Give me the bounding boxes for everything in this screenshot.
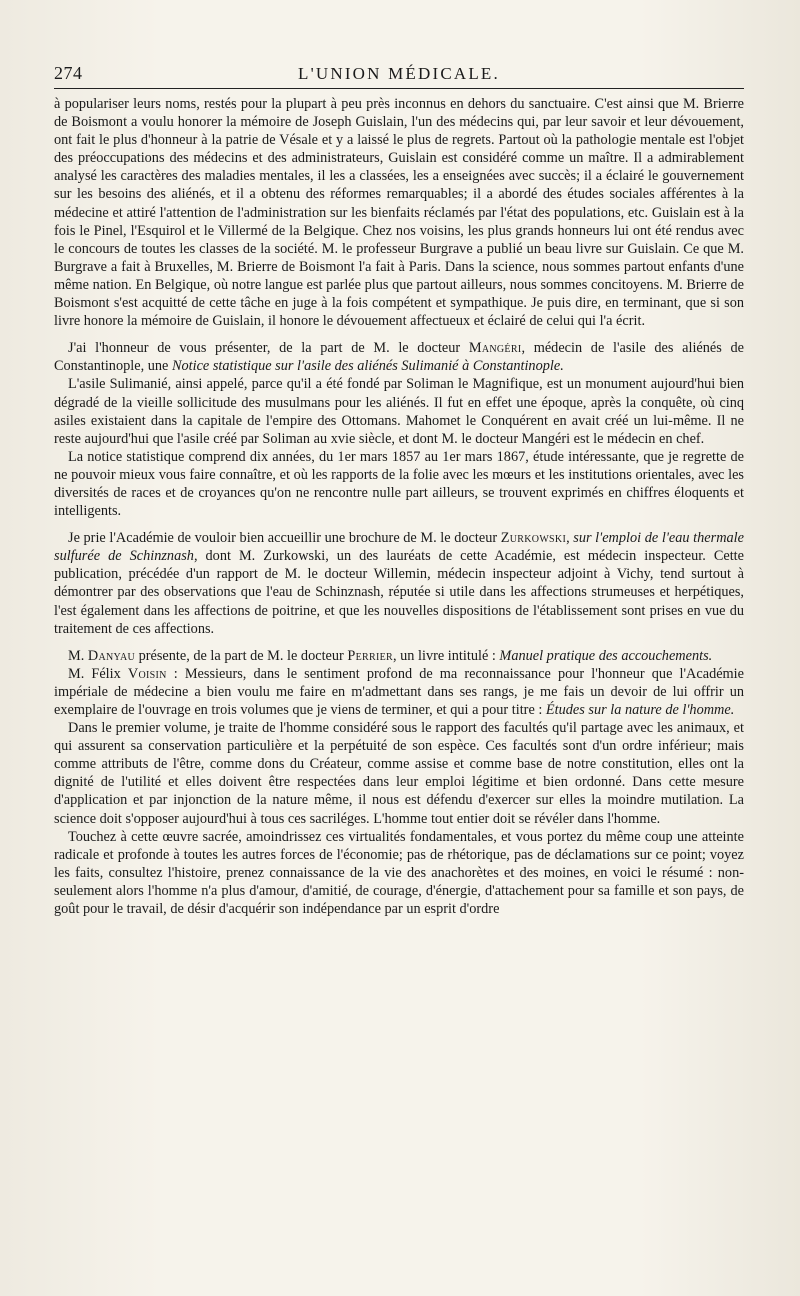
paragraph-zurkowski <box>54 529 744 638</box>
text-run: présente, de la part de M. le docteur <box>135 647 348 664</box>
text-run: , dont M. Zurkowski, un des lauréats de cette Académie, est médecin inspecteur. Cette publication, précédée d'un rapport de M. le docteur Willemin, médecin inspecteur adjoint à Vichy, tend surtout à démontrer par des observations que l'eau de Schinznash, réputée si utile dans les affections strumeuses et herpétiques, l'est également dans les affections de poitrine, et que les nouvelles dispositions de l'établissement sont prises en vue du traitement de ces affections. <box>54 548 744 637</box>
text-run: : Messieurs, dans le sentiment profond de ma reconnaissance pour l'honneur que l'Académie impériale de médecine a bien voulu me faire en m'admettant dans ses rangs, je me fais un devoir de lui offrir un exemplaire de l'ouvrage en trois volumes que je viens de terminer, et qui a pour titre : <box>54 665 744 718</box>
paragraph-asile-sulimanie: L'asile Sulimanié, ainsi appelé, parce qu'il a été fondé par Soliman le Magnifique, est un monument aujourd'hui bien dégradé de la vieille sollicitude des musulmans pour les aliénés. Il fut en effet une époque, après la conquête, où cinq asiles existaient dans la capitale de l'empire des Ottomans. Mahomet le Conquérent en avait créé un lui-même. Il ne reste aujourd'hui que l'asile créé par Soliman au xvie siècle, et dont M. le docteur Mangéri est le médecin en chef. <box>54 376 744 447</box>
work-title: Études sur la nature de l'homme. <box>545 702 735 718</box>
paragraph-oeuvre-sacree: Touchez à cette œuvre sacrée, amoindrissez ces virtualités fondamentales, et vous portez du même coup une atteinte radicale et profonde à toutes les autres forces de l'économie; pas de rhétorique, pas de déclamations sur ce point; voyez les faits, consultez l'histoire, prenez connaissance de la vie des anachorètes et des moines, en voici le résumé : non-seulement alors l'homme n'a plus d'amour, d'amitié, de courage, d'énergie, d'attachement pour sa famille et son pays, de goût pour le travail, de désir d'acquérir son indépendance par un esprit d'ordre <box>54 828 744 918</box>
text-run: J'ai l'honneur de vous présenter, de la part de M. le docteur <box>68 340 469 357</box>
author-name: Mangéri <box>468 340 522 357</box>
running-title: L'UNION MÉDICALE. <box>298 64 500 83</box>
text-run: , médecin de l'asile des aliénés de Constantinople, une <box>54 340 744 375</box>
paragraph-notice-statistique: La notice statistique comprend dix années, du 1er mars 1857 au 1er mars 1867, étude intéressante, que je regrette de ne pouvoir mieux vous faire connaître, et où les rapports de la folie avec les mœurs et les institutions orientales, avec les diversités de races et de croyances qu'on ne rencontre nulle part ailleurs, se trouvent exprimés en chiffres éloquents et intelligents. <box>54 448 744 520</box>
text-run: M. <box>68 647 88 664</box>
paragraph-voisin <box>54 665 744 719</box>
text-run: , <box>566 530 574 547</box>
author-name: Danyau <box>87 647 135 664</box>
page-header <box>54 58 744 89</box>
paragraph-mangeri-notice <box>54 339 744 375</box>
paragraph-guislain: à populariser leurs noms, restés pour la plupart à peu près inconnus en dehors du sanctuaire. C'est ainsi que M. Brierre de Boismont a voulu honorer la mémoire de Joseph Guislain, l'un des médecins qui, par leur savoir et leur dévouement, ont fait le plus d'honneur à la patrie de Vésale et y a laissé le plus de regrets. Partout où la pathologie mentale est l'objet des préoccupations des médecins et des administrateurs, Guislain est considéré comme un maître. Il a admirablement analysé les caractères des maladies mentales, il les a classées, les a enseignées avec succès; il a éclairé le gouvernement sur les besoins des aliénés, et il a obtenu des réformes remarquables; il a abordé des études sociales afférentes à la médecine et attiré l'attention de l'administration sur les bienfaits réclamés par l'état des populations, etc. Guislain est à la fois le Pinel, l'Esquirol et le Villermé de la Belgique. Chez nos voisins, les plus grands honneurs lui ont été rendus avec le concours de toutes les classes de la société. M. le professeur Burgrave a publié un beau livre sur Guislain. Ce que M. Burgrave a fait à Bruxelles, M. Brierre de Boismont l'a fait à Paris. Dans la science, nous sommes partout enfants d'une même nation. En Belgique, où notre langue est parlée plus que partout ailleurs, nous sommes concitoyens. M. Brierre de Boismont s'est acquitté de cette tâche en juge à la fois compétent et sympathique. Je puis dire, en terminant, que si son livre honore la mémoire de Guislain, il honore le dévouement affectueux et éclairé de celui qui l'a écrit. <box>54 96 744 330</box>
article-body <box>54 95 744 918</box>
work-title: Manuel pratique des accouchements. <box>499 647 713 664</box>
paragraph-premier-volume: Dans le premier volume, je traite de l'homme considéré sous le rapport des facultés qu'il partage avec les animaux, et qui assurent sa conservation particulière et la perpétuité de son espèce. Ces facultés sont d'un ordre inférieur; mais comme attributs de l'être, comme dons du Créateur, comme assise et comme base de notre constitution, elles ont la dignité de l'utilité et elles doivent être respectées dans leur emploi légitime et bien ordonné. Dans cette mesure d'application et par injonction de la nature même, il nous est défendu d'exercer sur elles la moindre mutilation. La science doit s'opposer aujourd'hui à tous ces sacriléges. L'homme tout entier doit se révéler dans l'homme. <box>54 720 744 827</box>
author-name: Zurkowski <box>500 530 567 547</box>
work-title: sur l'emploi de l'eau thermale sulfurée de Schinznash <box>54 530 744 565</box>
author-name: Perrier <box>347 647 393 664</box>
text-run: , un livre intitulé : <box>393 647 500 664</box>
text-run: Je prie l'Académie de vouloir bien accueillir une brochure de M. le docteur <box>68 530 501 547</box>
page-number: 274 <box>54 63 83 83</box>
text-run: M. Félix <box>68 665 128 682</box>
paragraph-danyau <box>54 647 744 665</box>
work-title: Notice statistique sur l'asile des aliénés Sulimanié à Constantinople. <box>171 358 564 375</box>
author-name: Voisin <box>127 665 167 682</box>
